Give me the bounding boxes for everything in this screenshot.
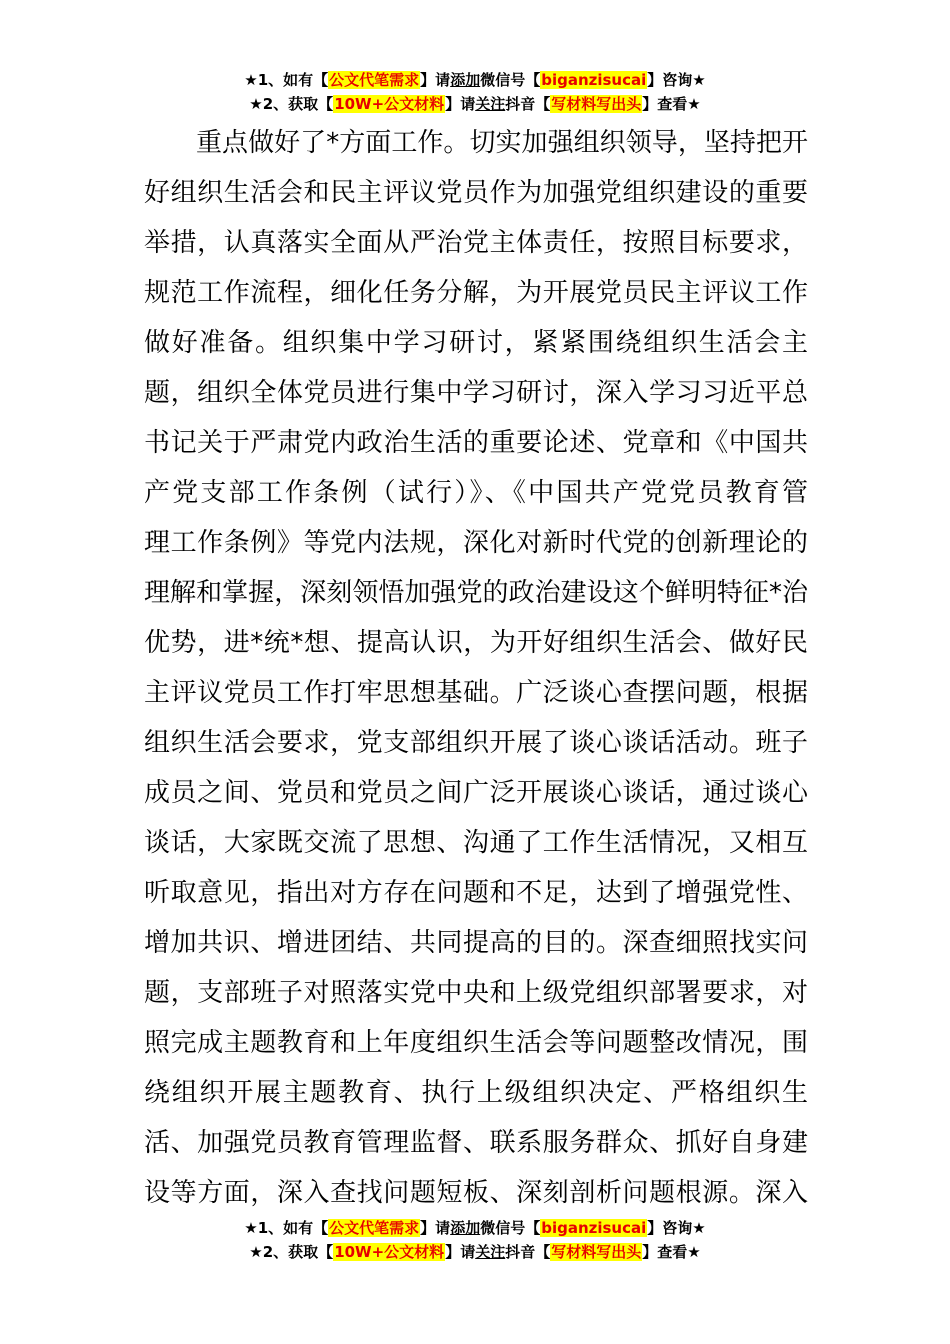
- body-line: 活、加强党员教育管理监督、联系服务群众、抓好自身建: [144, 1128, 808, 1158]
- body-line: 产党支部工作条例（试行）》、《中国共产党党员教育管: [144, 478, 808, 508]
- body-line: 组织生活会要求，党支部组织开展了谈心谈话活动。班子: [144, 728, 808, 758]
- body-line: 举措，认真落实全面从严治党主体责任，按照目标要求，: [144, 228, 808, 258]
- star-icon: ★: [244, 1219, 258, 1237]
- body-line: 重点做好了*方面工作。切实加强组织领导，坚持把开: [196, 128, 808, 158]
- highlight-text: biganzisucai: [541, 71, 647, 89]
- underlined-text: 添加: [450, 71, 481, 89]
- header-banner: [0, 68, 950, 116]
- body-line: 听取意见，指出对方存在问题和不足，达到了增强党性、: [144, 878, 808, 908]
- underlined-text: 添加: [450, 1219, 481, 1237]
- banner-text: 】请: [420, 1219, 451, 1237]
- body-line: 绕组织开展主题教育、执行上级组织决定、严格组织生: [144, 1078, 808, 1108]
- highlight-text: 公文代笔需求: [329, 71, 420, 89]
- banner-text: 1、如有【: [257, 71, 329, 89]
- body-line: 增加共识、增进团结、共同提高的目的。深查细照找实问: [144, 928, 808, 958]
- underlined-text: 关注: [475, 1243, 506, 1261]
- body-line: 书记关于严肃党内政治生活的重要论述、党章和《中国共: [144, 428, 808, 458]
- banner-line-2: [0, 1240, 950, 1264]
- body-line: 题，支部班子对照落实党中央和上级党组织部署要求，对: [144, 978, 808, 1008]
- banner-line-1: [0, 68, 950, 92]
- star-icon: ★: [249, 95, 263, 113]
- banner-text: 微信号【: [480, 71, 541, 89]
- body-line: 优势，进*统*想、提高认识，为开好组织生活会、做好民: [144, 628, 808, 658]
- banner-text: 1、如有【: [257, 1219, 329, 1237]
- banner-line-1: [0, 1216, 950, 1240]
- banner-text: 抖音【: [505, 95, 551, 113]
- highlight-text: 公文代笔需求: [329, 1219, 420, 1237]
- banner-text: 2、获取【: [262, 95, 334, 113]
- footer-banner: [0, 1216, 950, 1264]
- star-icon: ★: [244, 71, 258, 89]
- document-body: [144, 118, 808, 1218]
- star-icon: ★: [249, 1243, 263, 1261]
- body-line: 设等方面，深入查找问题短板、深刻剖析问题根源。深入: [144, 1178, 808, 1208]
- body-line: 谈话，大家既交流了思想、沟通了工作生活情况，又相互: [144, 828, 808, 858]
- highlight-text: 写材料写出头: [551, 95, 642, 113]
- banner-line-2: [0, 92, 950, 116]
- highlight-text: biganzisucai: [541, 1219, 647, 1237]
- body-line: 理解和掌握，深刻领悟加强党的政治建设这个鲜明特征*治: [144, 578, 808, 608]
- banner-text: 】请: [445, 95, 476, 113]
- underlined-text: 关注: [475, 95, 506, 113]
- highlight-text: 写材料写出头: [551, 1243, 642, 1261]
- body-line: 做好准备。组织集中学习研讨，紧紧围绕组织生活会主: [144, 328, 808, 358]
- body-line: 题，组织全体党员进行集中学习研讨，深入学习习近平总: [144, 378, 808, 408]
- body-line: 规范工作流程，细化任务分解，为开展党员民主评议工作: [144, 278, 808, 308]
- banner-text: 2、获取【: [262, 1243, 334, 1261]
- banner-text: 微信号【: [480, 1219, 541, 1237]
- banner-text: 】请: [445, 1243, 476, 1261]
- banner-text: 】请: [420, 71, 451, 89]
- body-line: 主评议党员工作打牢思想基础。广泛谈心查摆问题，根据: [144, 678, 808, 708]
- banner-text: 】查看★: [642, 95, 701, 113]
- body-line: 照完成主题教育和上年度组织生活会等问题整改情况，围: [144, 1028, 808, 1058]
- banner-text: 抖音【: [505, 1243, 551, 1261]
- body-line: 理工作条例》等党内法规，深化对新时代党的创新理论的: [144, 528, 808, 558]
- banner-text: 】查看★: [642, 1243, 701, 1261]
- body-line: 成员之间、党员和党员之间广泛开展谈心谈话，通过谈心: [144, 778, 808, 808]
- highlight-text: 10W+公文材料: [334, 95, 445, 113]
- highlight-text: 10W+公文材料: [334, 1243, 445, 1261]
- banner-text: 】咨询★: [647, 1219, 706, 1237]
- banner-text: 】咨询★: [647, 71, 706, 89]
- body-line: 好组织生活会和民主评议党员作为加强党组织建设的重要: [144, 178, 808, 208]
